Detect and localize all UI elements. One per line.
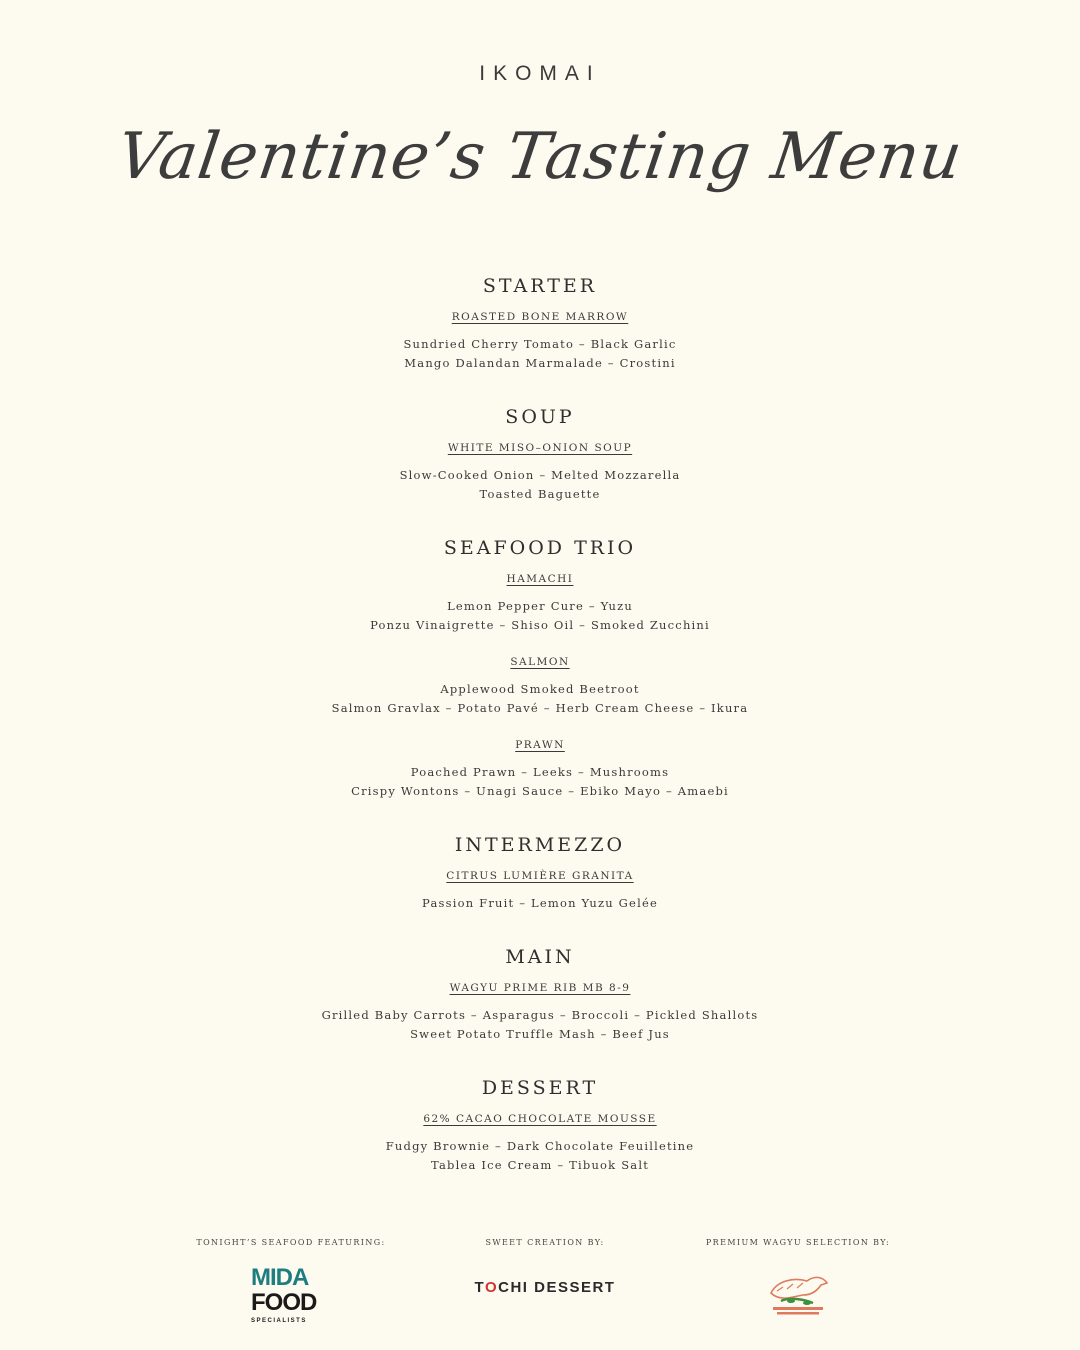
dish-description [0,894,1080,913]
dish-name: WHITE MISO–ONION SOUP [447,442,633,454]
dish-description-line: Tablea Ice Cream – Tibuok Salt [430,1158,650,1172]
dish-description-line: Salmon Gravlax – Potato Pavé – Herb Cream Cheese – Ikura [331,701,749,715]
course-heading: INTERMEZZO [454,834,626,856]
tochi-dessert-logo [415,1279,675,1296]
dish-description-line: Grilled Baby Carrots – Asparagus – Broccoli – Pickled Shallots [321,1008,759,1022]
sponsor-seafood-label: TONIGHT’S SEAFOOD FEATURING: [196,1238,386,1247]
tasting-menu [0,272,1080,1175]
mida-logo-line3: SPECIALISTS [251,1318,307,1324]
tochi-logo-t: T [474,1279,485,1296]
mida-food-logo [251,1264,331,1325]
dish-description [0,680,1080,718]
course-dessert [0,1074,1080,1175]
dish-name: CITRUS LUMIÈRE GRANITA [446,870,634,882]
dish-description-line: Applewood Smoked Beetroot [440,682,640,696]
dish-description [0,763,1080,801]
dish-description-line: Poached Prawn – Leeks – Mushrooms [410,765,670,779]
menu-title: Valentine’s Tasting Menu [112,120,968,194]
course-heading: DESSERT [481,1077,599,1099]
sponsor-sweet-label: SWEET CREATION BY: [485,1238,605,1247]
dish-description [0,597,1080,635]
sponsors-footer [0,1238,1080,1338]
dish-description-line: Toasted Baguette [479,487,601,501]
dish-description [0,1137,1080,1175]
course-soup [0,403,1080,504]
dish-name: PRAWN [515,739,565,751]
dish-description-line: Sweet Potato Truffle Mash – Beef Jus [410,1027,670,1041]
mida-logo-line1: MIDA [251,1264,309,1291]
dish-description-line: Passion Fruit – Lemon Yuzu Gelée [422,896,658,910]
sponsor-sweet [415,1238,675,1296]
dish-description [0,466,1080,504]
wagyu-bull-logo [763,1269,833,1319]
dish-name: ROASTED BONE MARROW [451,311,629,323]
dish-description [0,335,1080,373]
tochi-logo-o: O [484,1279,499,1296]
dish-description-line: Fudgy Brownie – Dark Chocolate Feuilletine [385,1139,695,1153]
dish-description-line: Ponzu Vinaigrette – Shiso Oil – Smoked Zucchini [370,618,710,632]
sponsor-wagyu-label: PREMIUM WAGYU SELECTION BY: [705,1238,891,1247]
course-heading: STARTER [482,275,598,297]
course-intermezzo [0,831,1080,913]
course-starter [0,272,1080,373]
dish-description-line: Mango Dalandan Marmalade – Crostini [404,356,676,370]
course-seafood-trio [0,534,1080,801]
mida-logo-line2: FOOD [251,1289,317,1316]
dish-description-line: Crispy Wontons – Unagi Sauce – Ebiko Mayo – Amaebi [351,784,729,798]
course-main [0,943,1080,1044]
sponsor-wagyu [668,1238,928,1323]
brand-name: IKOMAI [479,62,601,85]
dish-description [0,1006,1080,1044]
course-heading: SOUP [505,406,575,428]
tochi-logo-rest: CHI DESSERT [498,1279,616,1296]
dish-name: SALMON [510,656,570,668]
dish-description-line: Slow-Cooked Onion – Melted Mozzarella [399,468,681,482]
dish-name: WAGYU PRIME RIB MB 8-9 [449,982,631,994]
sponsor-seafood [161,1238,421,1325]
course-heading: MAIN [505,946,575,968]
course-heading: SEAFOOD TRIO [443,537,637,559]
dish-description-line: Lemon Pepper Cure – Yuzu [447,599,633,613]
dish-name: HAMACHI [506,573,574,585]
dish-name: 62% CACAO CHOCOLATE MOUSSE [423,1113,657,1125]
dish-description-line: Sundried Cherry Tomato – Black Garlic [403,337,677,351]
